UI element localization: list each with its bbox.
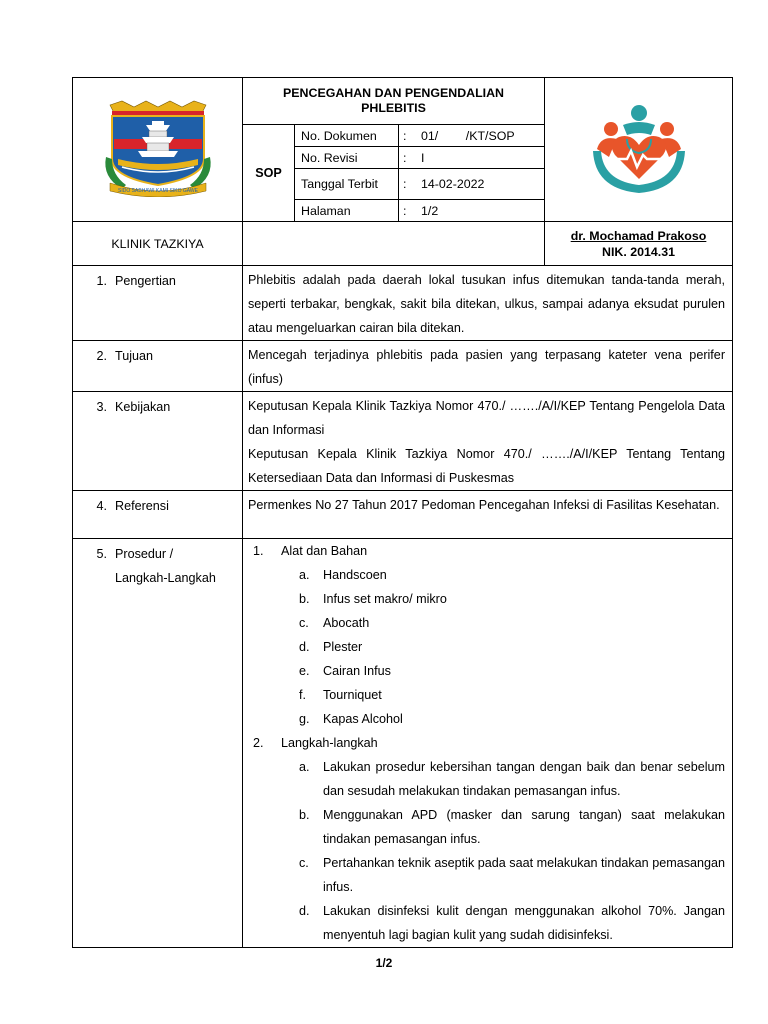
section-content-tujuan: Mencegah terjadinya phlebitis pada pasien yang terpasang kateter vena perifer (infus) bbox=[243, 341, 733, 392]
page-number: 1/2 bbox=[375, 956, 393, 970]
list-item: a. Handscoen bbox=[299, 568, 387, 582]
list-item: c. Pertahankan teknik aseptik pada saat melakukan tindakan pemasangan infus. bbox=[299, 856, 726, 894]
province-emblem-icon bbox=[102, 99, 214, 197]
province-logo-cell bbox=[73, 78, 243, 222]
sop-label: SOP bbox=[243, 125, 295, 222]
list-item: d. Plester bbox=[299, 640, 363, 654]
clinic-name: KLINIK TAZKIYA bbox=[73, 222, 243, 266]
meta-value: : 14-02-2022 bbox=[399, 169, 545, 200]
section-content-referensi: Permenkes No 27 Tahun 2017 Pedoman Pencegahan Infeksi di Fasilitas Kesehatan. bbox=[243, 491, 733, 539]
sop-document bbox=[72, 77, 732, 948]
document-title: PENCEGAHAN DAN PENGENDALIAN PHLEBITIS bbox=[243, 78, 545, 125]
section-label: 4. Referensi bbox=[73, 491, 243, 539]
section-label: 5. Prosedur / Langkah-Langkah bbox=[73, 539, 243, 948]
signer-name: dr. Mochamad Prakoso bbox=[570, 228, 707, 243]
list-item: e. Cairan Infus bbox=[299, 664, 391, 678]
list-item: f. Tourniquet bbox=[299, 688, 382, 702]
list-item: g. Kapas Alcohol bbox=[299, 712, 403, 726]
list-item: b. Infus set makro/ mikro bbox=[299, 592, 447, 606]
procedure-heading: 1. Alat dan Bahan bbox=[253, 544, 368, 558]
meta-value: : 1/2 bbox=[399, 200, 545, 222]
list-item: b. Menggunakan APD (masker dan sarung tangan) saat melakukan tindakan pemasangan infus. bbox=[299, 808, 726, 846]
section-label: 1. Pengertian bbox=[73, 266, 243, 341]
list-item: d. Lakukan disinfeksi kulit dengan menggunakan alkohol 70%. Jangan menyentuh lagi bagian kulit yang sudah didisinfeksi. bbox=[299, 904, 726, 942]
list-item: a. Lakukan prosedur kebersihan tangan dengan baik dan benar sebelum dan sesudah melakukan tindakan pemasangan infus. bbox=[299, 760, 726, 798]
meta-value: : 01/ /KT/SOP bbox=[399, 125, 545, 147]
meta-key: Halaman bbox=[295, 200, 399, 222]
section-label: 2. Tujuan bbox=[73, 341, 243, 392]
signer-nik: NIK. 2014.31 bbox=[602, 244, 676, 259]
section-content-prosedur bbox=[243, 539, 733, 948]
meta-value: : I bbox=[399, 147, 545, 169]
list-item: c. Abocath bbox=[299, 616, 370, 630]
procedure-heading: 2. Langkah-langkah bbox=[253, 736, 378, 750]
meta-key: Tanggal Terbit bbox=[295, 169, 399, 200]
meta-key: No. Revisi bbox=[295, 147, 399, 169]
langkah-list bbox=[243, 755, 725, 947]
blank-cell bbox=[243, 222, 545, 266]
clinic-logo-cell bbox=[545, 78, 733, 222]
meta-key: No. Dokumen bbox=[295, 125, 399, 147]
clinic-logo-icon bbox=[583, 99, 695, 197]
section-content-kebijakan: Keputusan Kepala Klinik Tazkiya Nomor 470./ ……./A/I/KEP Tentang Pengelola Data dan Informasi Keputusan Kepala Klinik Tazkiya Nomor 470./ ……./A/I/KEP Tentang Tentang Ketersediaan Data dan Informasi di Puskesmas bbox=[243, 392, 733, 491]
alat-list bbox=[243, 563, 725, 731]
emblem-motto: SIDO SABHAWI KAMI SIKO GAWE bbox=[117, 188, 198, 194]
signer-block bbox=[545, 222, 733, 266]
sop-table bbox=[72, 77, 733, 948]
section-content-pengertian: Phlebitis adalah pada daerah lokal tusukan infus ditemukan tanda-tanda merah, seperti terbakar, bengkak, sakit bila ditekan, ulkus, sampai adanya eksudat purulen atau mengeluarkan cairan bila ditekan. bbox=[243, 266, 733, 341]
section-label: 3. Kebijakan bbox=[73, 392, 243, 491]
